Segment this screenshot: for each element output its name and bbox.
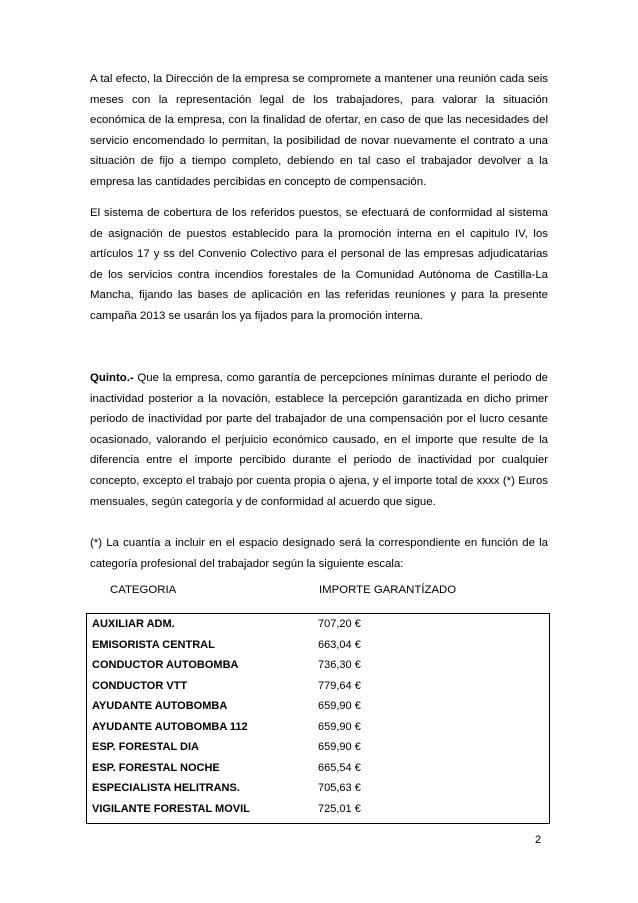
category-cell: CONDUCTOR VTT	[92, 679, 188, 692]
table-row	[87, 696, 550, 717]
table-row	[87, 676, 550, 697]
category-cell: AYUDANTE AUTOBOMBA	[92, 700, 228, 713]
category-cell: CONDUCTOR AUTOBOMBA	[92, 659, 239, 672]
category-cell: ESP. FORESTAL DIA	[92, 741, 199, 754]
column-header-category: CATEGORIA	[110, 584, 177, 596]
table-row	[87, 635, 550, 656]
category-cell: AUXILIAR ADM.	[92, 618, 175, 631]
table-row	[87, 758, 550, 779]
table-row	[87, 799, 550, 824]
paragraph-meeting-commitment: A tal efecto, la Dirección de la empresa se compromete a mantener una reunión cada seis meses con la representación legal de los trabajadores, para valorar la situación económica de la empresa, con la finalidad de ofertar, en caso de que las necesidades del servicio encomendado lo permitan, la posibilidad de novar nuevamente el contrato a una situación de fijo a tiempo completo, debiendo en tal caso el trabajador devolver a la empresa las cantidades percibidas en concepto de compensación.	[90, 73, 548, 188]
amount-cell: 725,01 €	[318, 802, 361, 815]
amount-cell: 665,54 €	[318, 761, 361, 774]
category-cell: VIGILANTE FORESTAL MOVIL	[92, 802, 250, 815]
table-row	[87, 614, 550, 635]
paragraph-scale-note: (*) La cuantía a incluir en el espacio designado será la correspondiente en función de la categoría profesional del trabajador según la siguiente escala:	[90, 537, 548, 570]
page-number: 2	[535, 834, 542, 846]
guaranteed-amount-table	[86, 613, 550, 824]
amount-cell: 663,04 €	[318, 638, 361, 651]
amount-cell: 779,64 €	[318, 679, 361, 692]
category-cell: ESP. FORESTAL NOCHE	[92, 761, 220, 774]
paragraph-coverage-system: El sistema de cobertura de los referidos puestos, se efectuará de conformidad al sistema de asignación de puestos establecido para la promoción interna en el capitulo IV, los artículos 17 y ss del Convenio Colectivo para el personal de las empresas adjudicatarias de los servicios contra incendios forestales de la Comunidad Autónoma de Castilla-La Mancha, fijando las bases de aplicación en las referidas reuniones y para la presente campaña 2013 se usarán los ya fijados para la promoción interna.	[90, 207, 548, 322]
amount-cell: 659,90 €	[318, 741, 361, 754]
quinto-heading: Quinto.-	[90, 372, 134, 384]
category-cell: EMISORISTA CENTRAL	[92, 638, 215, 651]
table-row	[87, 655, 550, 676]
column-header-amount: IMPORTE GARANTÍZADO	[319, 584, 457, 596]
table-row	[87, 778, 550, 799]
table-row	[87, 737, 550, 758]
quinto-text: Que la empresa, como garantía de percepciones mínimas durante el periodo de inactividad posterior a la novación, establece la percepción garantizada en dicho primer periodo de inactividad por parte del trabajador de una compensación por el lucro cesante ocasionado, valorando el perjuicio económico causado, en el importe que resulte de la diferencia entre el importe percibido durante el periodo de inactividad por cualquier concepto, excepto el trabajo por cuenta propia o ajena, y el importe total de xxxx (*) Euros mensuales, según categoría y de conformidad al acuerdo que sigue.	[90, 372, 548, 508]
category-cell: AYUDANTE AUTOBOMBA 112	[92, 720, 248, 733]
amount-cell: 707,20 €	[318, 618, 361, 631]
amount-cell: 659,90 €	[318, 720, 361, 733]
paragraph-quinto	[90, 368, 548, 512]
category-cell: ESPECIALISTA HELITRANS.	[92, 782, 240, 795]
amount-cell: 736,30 €	[318, 659, 361, 672]
amount-cell: 705,63 €	[318, 782, 361, 795]
table-row	[87, 717, 550, 738]
amount-cell: 659,90 €	[318, 700, 361, 713]
